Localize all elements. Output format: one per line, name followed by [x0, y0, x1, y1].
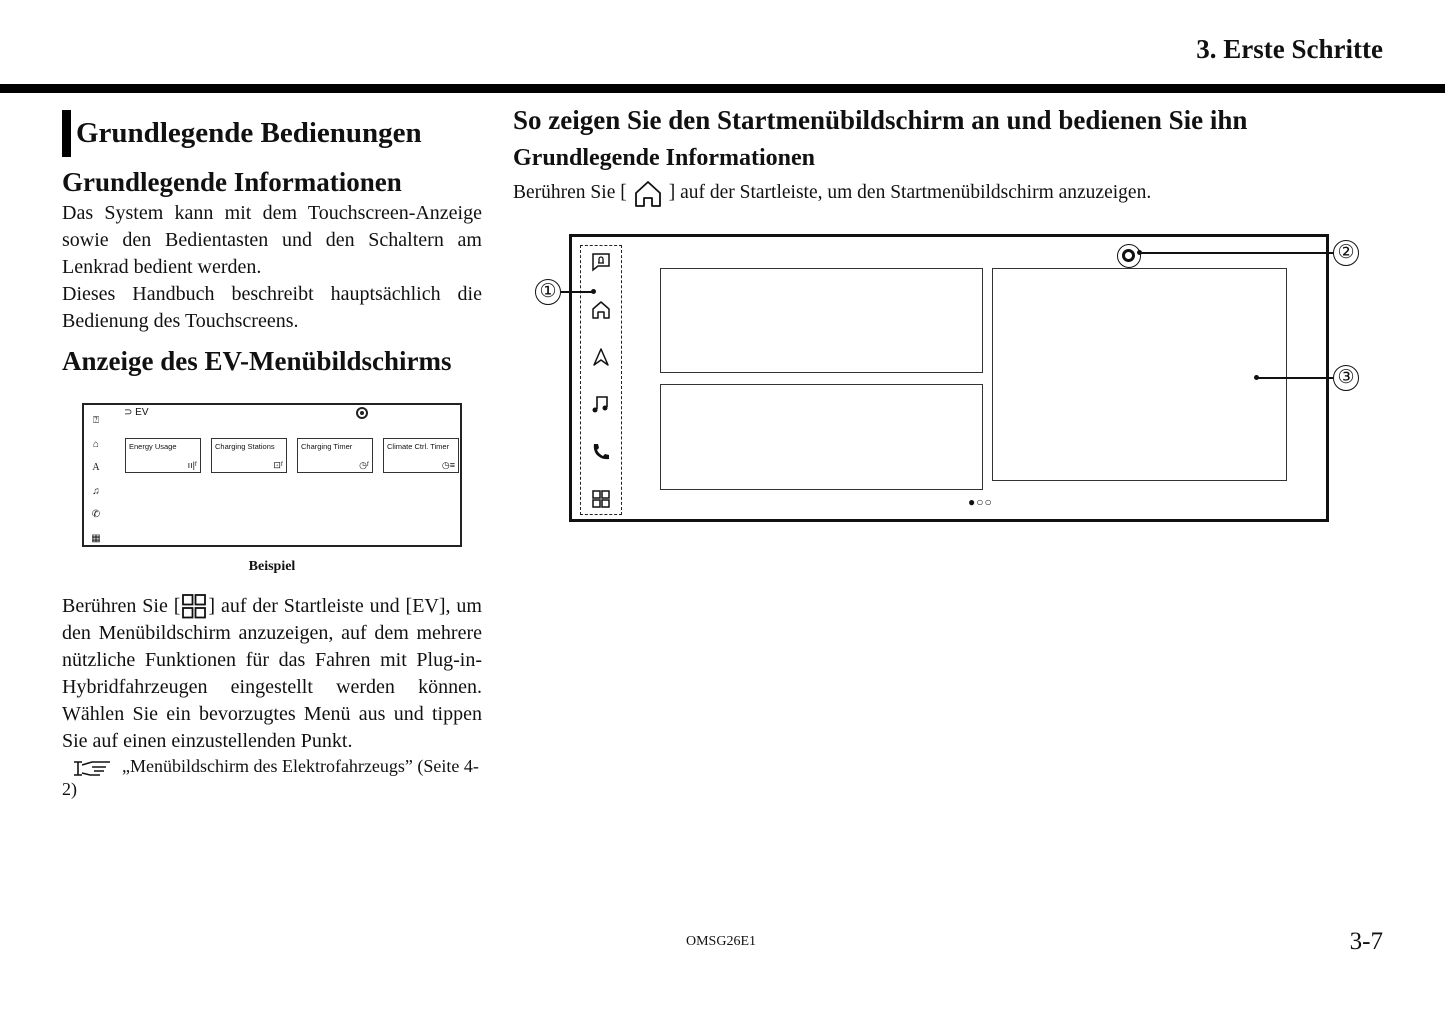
paragraph: Dieses Handbuch beschreibt hauptsächlich die Bedienung des Touchscreens. — [62, 283, 482, 332]
ev-menu-figure — [82, 403, 462, 547]
document-code: OMSG26E1 — [686, 934, 757, 949]
paragraph: Das System kann mit dem Touchscreen-Anzeige sowie den Bedientasten und den Schaltern am Lenkrad bedient werden. — [62, 202, 482, 278]
callout-line-1 — [561, 291, 593, 293]
text: Berühren Sie [ — [62, 595, 181, 617]
callout-dot-3 — [1254, 375, 1259, 380]
top-rule — [0, 84, 1445, 93]
navigation-icon — [591, 347, 611, 367]
home-icon — [591, 300, 611, 320]
chapter-title: 3. Erste Schritte — [1196, 34, 1383, 64]
phone-icon — [591, 442, 611, 462]
music-icon: ♫ — [92, 485, 100, 497]
callout-line-2 — [1139, 252, 1333, 254]
tile-label: Climate Ctrl. Timer — [387, 442, 450, 451]
home-icon — [633, 180, 663, 208]
pointing-hand-icon — [72, 759, 114, 777]
climate-timer-icon: ◷≡ — [441, 460, 455, 470]
navigation-icon: A — [92, 462, 100, 473]
apps-icon — [181, 594, 207, 620]
notification-icon — [591, 252, 611, 272]
ev-sidebar — [88, 409, 104, 550]
callout-3: ③ — [1333, 365, 1359, 391]
widget-panel-top-left — [660, 268, 983, 373]
section-title: So zeigen Sie den Startmenübildschirm an und bedienen Sie ihn — [513, 105, 1248, 135]
charging-station-icon: ⊡ᶠ — [273, 460, 283, 470]
left-column — [62, 108, 482, 801]
cross-reference[interactable] — [62, 755, 482, 801]
ev-tile-charging-timer — [297, 438, 373, 473]
energy-usage-icon: ıı|ᶠ — [187, 460, 197, 470]
music-icon — [591, 394, 611, 414]
ev-tile-energy-usage — [125, 438, 201, 473]
subsection-title: Grundlegende Informationen — [62, 167, 402, 197]
settings-icon — [356, 407, 368, 419]
ev-tile-charging-stations — [211, 438, 287, 473]
section-title — [62, 108, 482, 158]
page-indicator: ●○○ — [968, 495, 993, 509]
reference-text: „Menübildschirm des Elektrofahrzeugs” (Seite 4-2) — [62, 756, 479, 800]
paragraph — [62, 593, 482, 755]
subsection-title: Grundlegende Informationen — [513, 145, 816, 171]
ev-tile-climate-timer — [383, 438, 459, 473]
callout-dot-1 — [591, 289, 596, 294]
launch-bar — [580, 245, 622, 515]
notification-icon: ⍰ — [93, 415, 99, 426]
callout-line-3 — [1256, 377, 1333, 379]
apps-icon: ▦ — [91, 532, 101, 544]
text: Berühren Sie [ — [513, 182, 627, 203]
ev-back-title: ⊃ EV — [124, 407, 149, 418]
tile-label: Charging Stations — [215, 442, 275, 451]
section-title-text: Grundlegende Bedienungen — [76, 117, 422, 149]
phone-icon: ✆ — [91, 509, 101, 520]
widget-panel-bottom-left — [660, 384, 983, 490]
apps-icon — [591, 489, 611, 509]
callout-2: ② — [1333, 240, 1359, 266]
tile-label: Energy Usage — [129, 442, 177, 451]
widget-panel-right — [992, 268, 1287, 481]
tile-label: Charging Timer — [301, 442, 353, 451]
text: ] auf der Startleiste und [EV], um den Menübildschirm anzuzeigen, auf dem mehrere nützliche Funktionen für das Fahren mit Plug-in-Hybridfahrzeugen eingestellt werden können. Wählen Sie ein bevorzugtes Menü aus und tippen Sie auf einen einzustellenden Punkt. — [62, 595, 482, 753]
home-screen-figure — [569, 234, 1329, 522]
callout-dot-2 — [1137, 250, 1142, 255]
paragraph — [513, 176, 1393, 210]
page-number: 3-7 — [1349, 928, 1383, 955]
settings-icon — [1117, 244, 1141, 268]
right-column — [513, 100, 1393, 210]
section-bar — [62, 110, 71, 157]
charging-timer-icon: ◷ᶠ — [359, 460, 369, 470]
figure-caption: Beispiel — [248, 559, 296, 574]
callout-1: ① — [535, 279, 561, 305]
home-icon: ⌂ — [92, 438, 99, 450]
text: ] auf der Startleiste, um den Startmenübildschirm anzuzeigen. — [668, 182, 1152, 203]
subsection-title: Anzeige des EV-Menübildschirms — [62, 346, 452, 376]
